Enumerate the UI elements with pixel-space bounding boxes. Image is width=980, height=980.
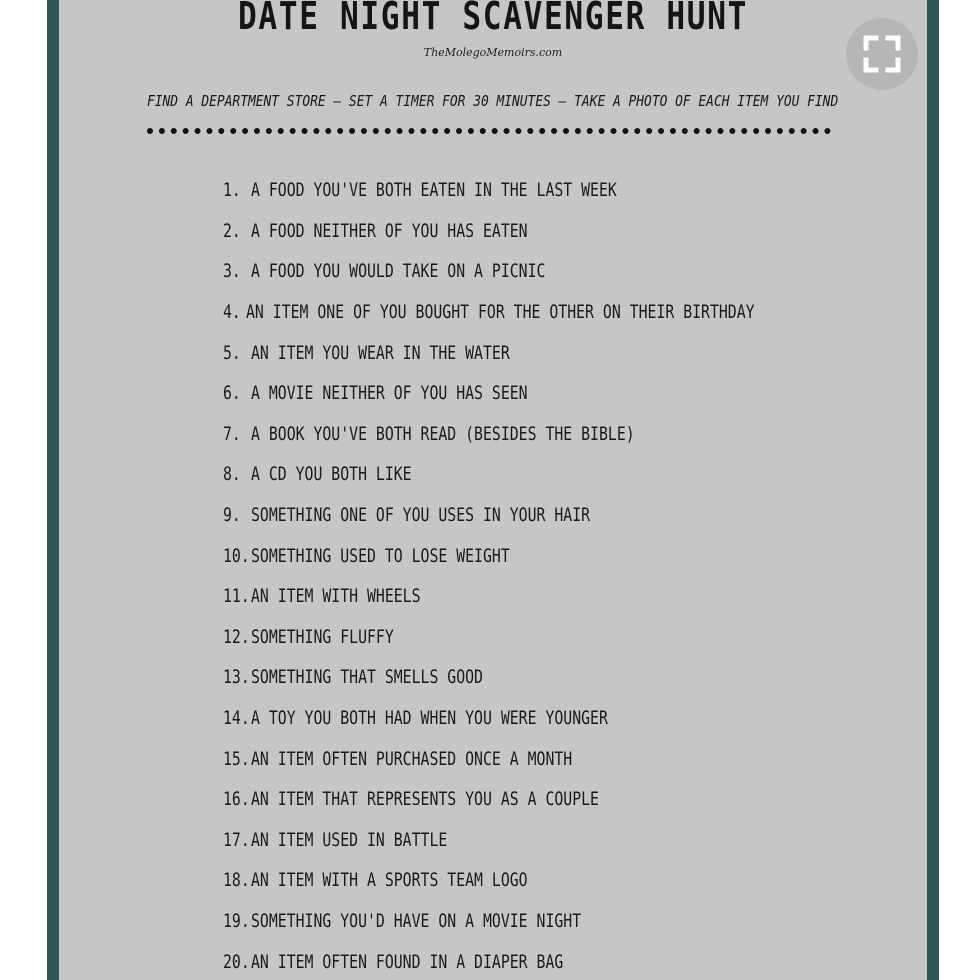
item-number: 20. bbox=[223, 950, 250, 973]
list-item bbox=[223, 779, 863, 820]
list-item bbox=[223, 211, 863, 252]
item-number: 7. bbox=[223, 422, 241, 445]
item-number: 5. bbox=[223, 341, 241, 364]
list-item bbox=[223, 454, 863, 495]
item-text: SOMETHING FLUFFY bbox=[251, 625, 394, 648]
list-item bbox=[223, 332, 863, 373]
item-text: AN ITEM THAT REPRESENTS YOU AS A COUPLE bbox=[251, 788, 599, 811]
item-text: AN ITEM YOU WEAR IN THE WATER bbox=[251, 341, 510, 364]
list-item bbox=[223, 251, 863, 292]
item-text: AN ITEM OFTEN PURCHASED ONCE A MONTH bbox=[251, 747, 573, 770]
list-item bbox=[223, 901, 863, 942]
site-credit: TheMolegoMemoirs.com bbox=[423, 46, 563, 59]
item-text: A BOOK YOU'VE BOTH READ (BESIDES THE BIBLE) bbox=[251, 422, 635, 445]
item-number: 19. bbox=[223, 909, 250, 932]
fullscreen-expand-icon bbox=[863, 35, 901, 73]
item-number: 13. bbox=[223, 666, 250, 689]
dotted-divider bbox=[147, 128, 831, 134]
scavenger-hunt-sheet bbox=[59, 0, 927, 980]
item-text: SOMETHING ONE OF YOU USES IN YOUR HAIR bbox=[251, 504, 591, 527]
item-number: 18. bbox=[223, 869, 250, 892]
item-number: 16. bbox=[223, 788, 250, 811]
list-item bbox=[223, 860, 863, 901]
item-number: 9. bbox=[223, 504, 241, 527]
fullscreen-button[interactable] bbox=[846, 18, 918, 90]
item-text: A MOVIE NEITHER OF YOU HAS SEEN bbox=[251, 382, 528, 405]
item-list bbox=[223, 170, 863, 980]
item-number: 8. bbox=[223, 463, 241, 486]
list-item bbox=[223, 292, 863, 333]
item-text: AN ITEM USED IN BATTLE bbox=[251, 828, 448, 851]
item-text: AN ITEM ONE OF YOU BOUGHT FOR THE OTHER ON THEIR BIRTHDAY bbox=[245, 301, 755, 324]
list-item bbox=[223, 698, 863, 739]
item-number: 4. bbox=[223, 301, 241, 324]
item-text: A FOOD YOU WOULD TAKE ON A PICNIC bbox=[251, 260, 546, 283]
item-text: A FOOD YOU'VE BOTH EATEN IN THE LAST WEEK bbox=[251, 179, 617, 202]
item-text: AN ITEM OFTEN FOUND IN A DIAPER BAG bbox=[251, 950, 564, 973]
item-text: AN ITEM WITH WHEELS bbox=[251, 585, 421, 608]
list-item bbox=[223, 535, 863, 576]
item-number: 14. bbox=[223, 707, 250, 730]
list-item bbox=[223, 657, 863, 698]
item-number: 6. bbox=[223, 382, 241, 405]
frame-border-right bbox=[927, 0, 939, 980]
list-item bbox=[223, 738, 863, 779]
frame-border-left bbox=[47, 0, 59, 980]
list-item bbox=[223, 414, 863, 455]
list-item bbox=[223, 373, 863, 414]
list-item bbox=[223, 495, 863, 536]
item-text: A TOY YOU BOTH HAD WHEN YOU WERE YOUNGER bbox=[251, 707, 608, 730]
item-number: 2. bbox=[223, 219, 241, 242]
item-number: 17. bbox=[223, 828, 250, 851]
item-number: 12. bbox=[223, 625, 250, 648]
item-text: SOMETHING YOU'D HAVE ON A MOVIE NIGHT bbox=[251, 909, 582, 932]
list-item bbox=[223, 576, 863, 617]
list-item bbox=[223, 617, 863, 658]
item-text: AN ITEM WITH A SPORTS TEAM LOGO bbox=[251, 869, 528, 892]
page-title: DATE NIGHT SCAVENGER HUNT bbox=[237, 0, 748, 38]
item-number: 1. bbox=[223, 179, 241, 202]
instructions-text: FIND A DEPARTMENT STORE – SET A TIMER FOR 30 MINUTES – TAKE A PHOTO OF EACH ITEM YOU FIND bbox=[147, 92, 839, 110]
item-text: SOMETHING THAT SMELLS GOOD bbox=[251, 666, 483, 689]
item-text: A FOOD NEITHER OF YOU HAS EATEN bbox=[251, 219, 528, 242]
item-text: SOMETHING USED TO LOSE WEIGHT bbox=[251, 544, 510, 567]
item-number: 3. bbox=[223, 260, 241, 283]
item-number: 10. bbox=[223, 544, 250, 567]
list-item bbox=[223, 820, 863, 861]
list-item bbox=[223, 170, 863, 211]
list-item bbox=[223, 941, 863, 980]
item-number: 11. bbox=[223, 585, 250, 608]
item-number: 15. bbox=[223, 747, 250, 770]
item-text: A CD YOU BOTH LIKE bbox=[251, 463, 412, 486]
